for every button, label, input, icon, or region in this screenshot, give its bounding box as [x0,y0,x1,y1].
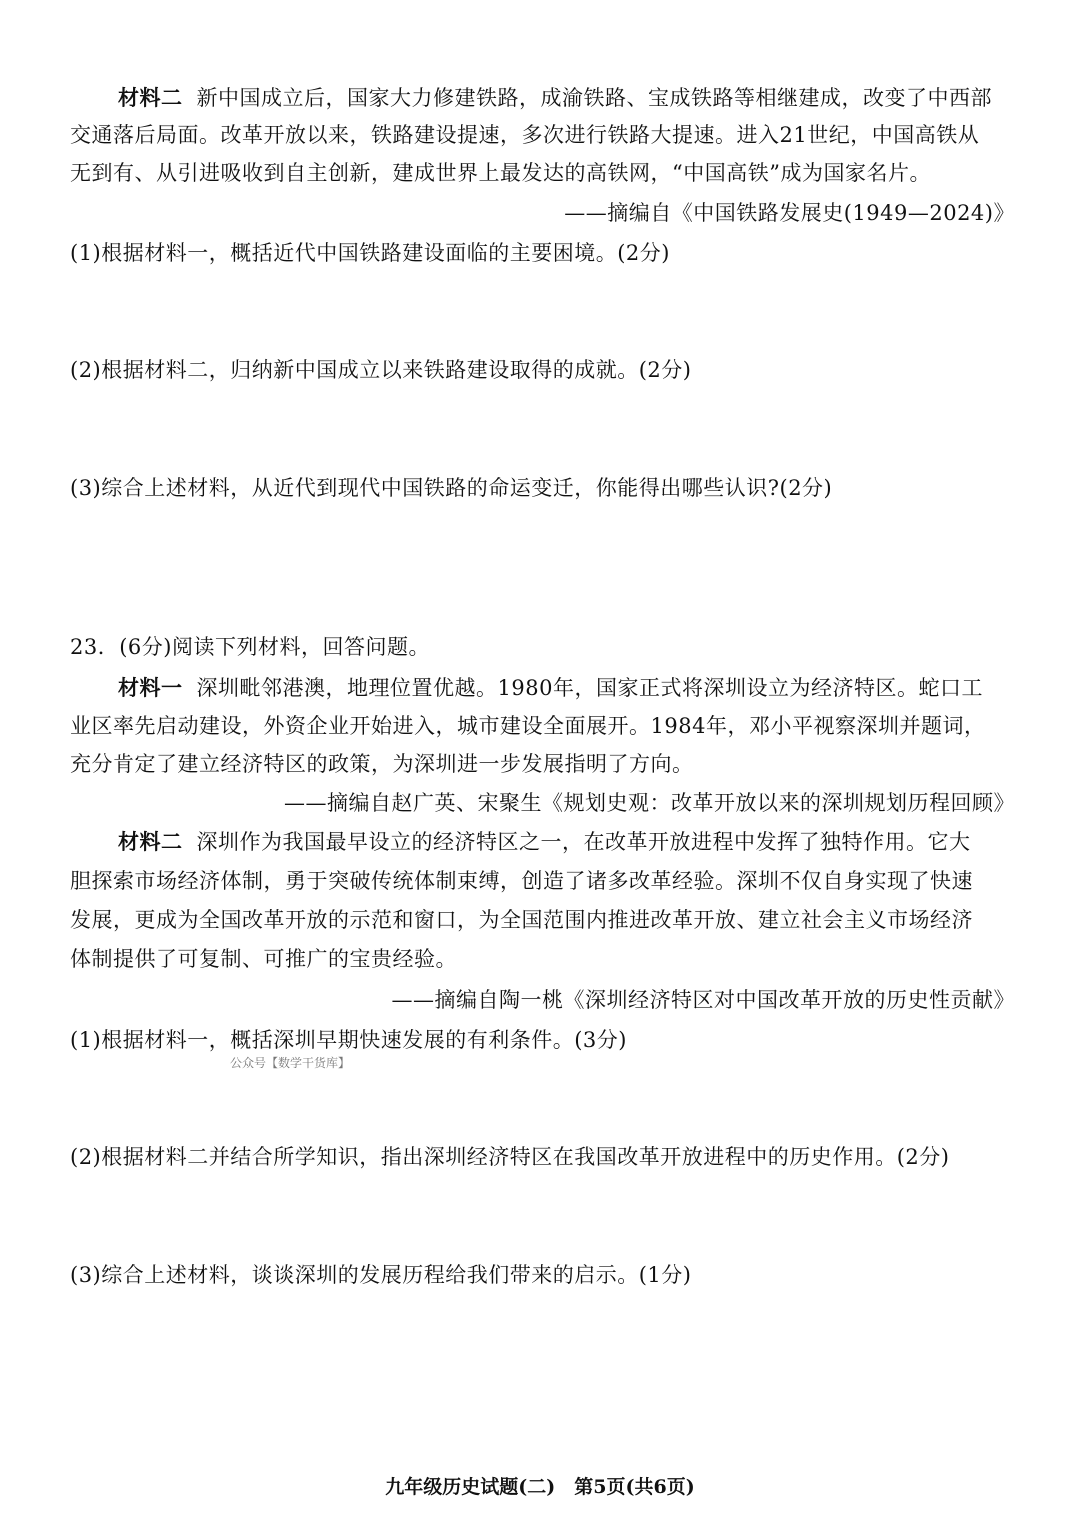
material-source: ——摘编自陶一桃《深圳经济特区对中国改革开放的历史性贡献》 [391,988,1015,1012]
material-source: ——摘编自赵广英、宋聚生《规划史观：改革开放以来的深圳规划历程回顾》 [284,791,1015,815]
material-paragraph-line: 体制提供了可复制、可推广的宝贵经验。 [70,947,457,971]
material-label: 材料二 [118,85,183,110]
material-source: ——摘编自《中国铁路发展史(1949—2024)》 [564,201,1015,225]
material-text: 新中国成立后，国家大力修建铁路，成渝铁路、宝成铁路等相继建成，改变了中西部 [196,86,992,110]
material-paragraph-line: 交通落后局面。改革开放以来，铁路建设提速，多次进行铁路大提速。进入21世纪，中国高铁从 [70,123,980,147]
material-paragraph-line: 胆探索市场经济体制，勇于突破传统体制束缚，创造了诸多改革经验。深圳不仅自身实现了快速 [70,869,973,893]
material-paragraph-line [118,828,1015,856]
watermark-text: 公众号【数学干货库】 [230,1056,351,1070]
question-header: 23．(6分)阅读下列材料，回答问题。 [70,635,430,659]
material-paragraph-line: 无到有、从引进吸收到自主创新，建成世界上最发达的高铁网，“中国高铁”成为国家名片。 [70,161,931,185]
material-paragraph-line: 发展，更成为全国改革开放的示范和窗口，为全国范围内推进改革开放、建立社会主义市场经济 [70,908,973,932]
material-paragraph-line [118,84,1015,112]
material-text: 深圳毗邻港澳，地理位置优越。1980年，国家正式将深圳设立为经济特区。蛇口工 [196,676,983,700]
question-item: (1)根据材料一，概括深圳早期快速发展的有利条件。(3分) [70,1028,627,1052]
question-item: (2)根据材料二并结合所学知识，指出深圳经济特区在我国改革开放进程中的历史作用。(2分) [70,1145,950,1169]
material-text: 深圳作为我国最早设立的经济特区之一，在改革开放进程中发挥了独特作用。它大 [196,830,971,854]
question-item: (3)综合上述材料，从近代到现代中国铁路的命运变迁，你能得出哪些认识?(2分) [70,476,833,500]
material-paragraph-line: 充分肯定了建立经济特区的政策，为深圳进一步发展指明了方向。 [70,752,694,776]
question-item: (3)综合上述材料，谈谈深圳的发展历程给我们带来的启示。(1分) [70,1263,692,1287]
material-label: 材料二 [118,829,183,854]
material-label: 材料一 [118,675,183,700]
material-paragraph-line [118,674,1015,702]
material-paragraph-line: 业区率先启动建设，外资企业开始进入，城市建设全面展开。1984年，邓小平视察深圳并题词， [70,714,986,738]
question-item: (1)根据材料一，概括近代中国铁路建设面临的主要困境。(2分) [70,241,670,265]
page-footer: 九年级历史试题(二) 第5页(共6页) [385,1476,695,1498]
question-item: (2)根据材料二，归纳新中国成立以来铁路建设取得的成就。(2分) [70,358,692,382]
